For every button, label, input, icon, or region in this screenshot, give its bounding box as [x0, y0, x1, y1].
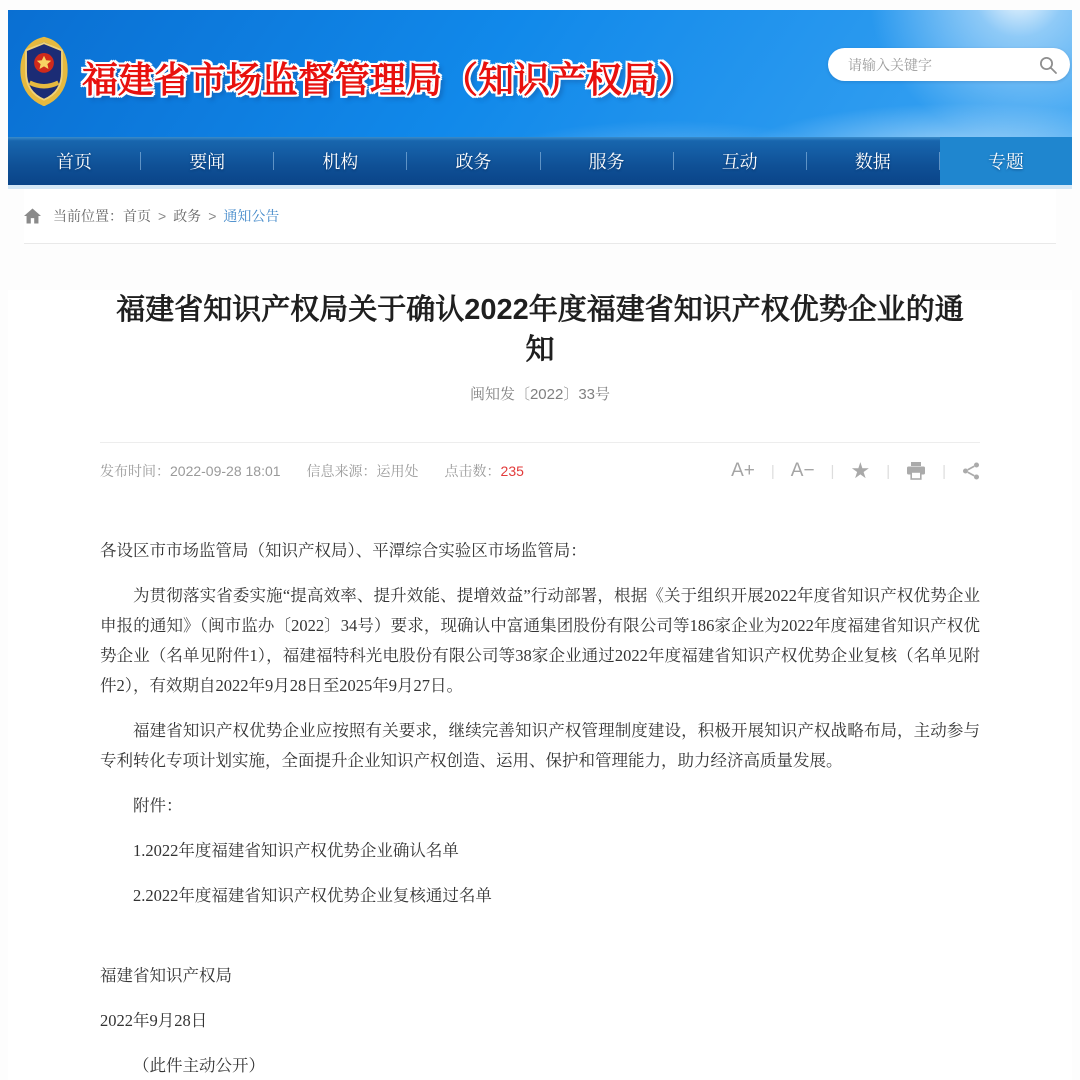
- print-icon[interactable]: [906, 462, 926, 480]
- share-icon[interactable]: [962, 462, 980, 480]
- publish-time-value: 2022-09-28 18:01: [170, 463, 281, 479]
- article-meta: [100, 461, 524, 481]
- article-title: 福建省知识产权局关于确认2022年度福建省知识产权优势企业的通知: [116, 294, 964, 366]
- info-source-label: 信息来源：: [306, 463, 377, 479]
- nav-item-services[interactable]: 服务: [588, 152, 625, 172]
- title-divider: [100, 442, 980, 443]
- site-title: 福建省市场监督管理局（知识产权局）: [82, 59, 695, 100]
- nav-item-data[interactable]: 数据: [854, 152, 891, 172]
- breadcrumb-label: 当前位置：: [53, 208, 123, 224]
- breadcrumb-separator: >: [208, 208, 217, 224]
- nav-item-gov-affairs[interactable]: 政务: [455, 152, 492, 172]
- font-decrease-button[interactable]: A−: [790, 460, 815, 481]
- attachment-item-1: 1.2022年度福建省知识产权优势企业确认名单: [133, 841, 459, 860]
- article: [8, 290, 1072, 1080]
- hit-count-value: 235: [500, 463, 524, 479]
- body-paragraph: 福建省知识产权优势企业应按照有关要求，继续完善知识产权管理制度建设，积极开展知识产权战略布局，主动参与专利转化专项计划实施，全面提升企业知识产权创造、运用、保护和管理能力，助力经济高质量发展。: [100, 721, 980, 770]
- breadcrumb: [24, 189, 1056, 244]
- signature-org: 福建省知识产权局: [100, 966, 232, 985]
- attachments-label: 附件：: [133, 796, 183, 815]
- home-icon[interactable]: [24, 208, 41, 224]
- publish-time: [100, 461, 281, 481]
- article-body: [100, 536, 980, 1080]
- info-source: [307, 461, 419, 481]
- publish-time-label: 发布时间：: [100, 463, 170, 479]
- site-header-banner: [8, 10, 1072, 137]
- toolbar-separator: |: [942, 462, 946, 480]
- nav-item-home[interactable]: 首页: [56, 152, 93, 172]
- disclosure-note: （此件主动公开）: [133, 1056, 265, 1075]
- search-box[interactable]: [828, 48, 1070, 81]
- nav-item-org[interactable]: 机构: [322, 152, 359, 172]
- font-increase-button[interactable]: A+: [731, 460, 755, 481]
- breadcrumb-separator: >: [158, 208, 167, 224]
- favorite-star-icon[interactable]: ★: [850, 458, 871, 483]
- nav-item-news[interactable]: 要闻: [189, 152, 226, 172]
- breadcrumb-item-notices[interactable]: 通知公告: [223, 208, 280, 224]
- article-meta-row: [100, 458, 980, 484]
- main-nav: [8, 137, 1072, 185]
- nav-item-interaction[interactable]: 互动: [721, 152, 758, 172]
- search-input[interactable]: [846, 56, 1038, 74]
- body-paragraph: 为贯彻落实省委实施“提高效率、提升效能、提增效益”行动部署，根据《关于组织开展2022年度省知识产权优势企业申报的通知》（闽市监办〔2022〕34号）要求，现确认中富通集团股份有限公司等186家企业为2022年度福建省知识产权优势企业（名单见附件1），福建福特科光电股份有限公司等38家企业通过2022年度福建省知识产权优势企业复核（名单见附件2），有效期自2022年9月28日至2025年9月27日。: [100, 586, 980, 695]
- toolbar-separator: |: [886, 462, 891, 480]
- info-source-value: 运用处: [376, 463, 419, 479]
- gov-emblem-icon: [17, 36, 71, 111]
- toolbar-separator: |: [770, 462, 775, 480]
- breadcrumb-item-gov-affairs[interactable]: 政务: [173, 208, 202, 224]
- attachment-item-2: 2.2022年度福建省知识产权优势企业复核通过名单: [133, 886, 492, 905]
- search-icon[interactable]: [1038, 55, 1058, 75]
- salutation-line: 各设区市市场监管局（知识产权局）、平潭综合实验区市场监管局：: [100, 541, 587, 560]
- nav-item-special-topics[interactable]: 专题: [940, 137, 1072, 185]
- breadcrumb-item-home[interactable]: 首页: [123, 208, 151, 224]
- signature-date: 2022年9月28日: [100, 1011, 208, 1030]
- toolbar-separator: |: [830, 462, 835, 480]
- hit-count: [445, 461, 524, 481]
- document-number: 闽知发〔2022〕33号: [469, 386, 611, 403]
- hit-count-label: 点击数：: [444, 463, 501, 479]
- article-toolbar: [731, 460, 980, 482]
